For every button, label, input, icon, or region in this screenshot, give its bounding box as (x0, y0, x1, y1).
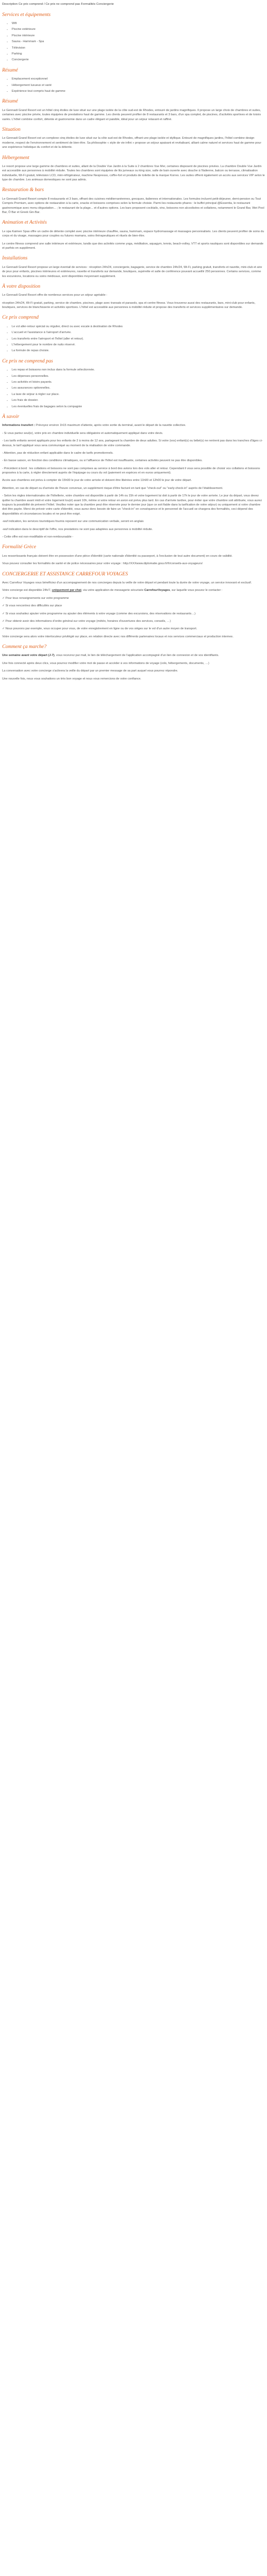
list-item: • Les transferts entre l'aéroport et l'hôtel (aller et retour). (12, 337, 265, 341)
list-item: • Parking (12, 52, 265, 56)
installations-title: Installations (2, 256, 28, 262)
savoir-paragraph: - Selon les règles internationales de l'hôtellerie, votre chambre est disponible à partir de 14h ou 15h et votre logement lui doit à partir de 17h le jour de votre arrivée. Le jour du départ, vous devez quitter la chambre avant midi et votre logement lou(é) avant 10h, même si votre retour en avion est prévu plus tard. En cas d'arrivée tardive, pour éviter que votre chambre soit attribuée, vous aurez toujours la possibilité de prévenir l'hôtel. Veuillez noter que la chambre peut être réservée pour le dernier jour (que ce soit fiable dans la tarification de votre séjour) ou uniquement si votre chambre doit être payée. Merci de prévoir votre carte d'identité, vous aurez donc besoin de faire un "check-in" en conséquence et le personnel de l'accueil se chargera des formalités, ceci dépend des disponibilités et circonstances locales et ne peut être exigé. (2, 494, 262, 516)
disposition-section (2, 284, 265, 310)
savoir-title: À savoir (2, 414, 19, 420)
comment-first-paragraph (2, 653, 265, 658)
conciergerie-check-item: ✓ Pour obtenir avoir des informations d'ordre général sur votre voyage (météo, horaires d'ouvertures des services, conseils, …) (2, 619, 171, 623)
formalite-title: Formalité Grèce (2, 544, 36, 550)
list-item: • Piscine extérieure (12, 27, 265, 31)
savoir-paragraph: - Cette offre est non-modifiable et non-remboursable - (2, 535, 74, 539)
comment-paragraph: Une fois connecté après deux clics, vous pourrez modifier votre mot de passe et accéder à vos informations de voyage (vols, hébergements, documents, …) (2, 661, 209, 665)
page-content (0, 0, 267, 690)
comment-paragraph: Une nouvelle fois, nous vous souhaitons un très bon voyage et nous vous remercions de votre confiance. (2, 677, 142, 681)
savoir-paragraph: - Précédent à bord : les collations et boissons ne sont pas comprises au service à bord des avions lors des vols aller et retour. Cependant il vous sera possible de choisir vos collations et boissons proposées à la carte, à régler directement auprès de l'équipage ou cours du vol (paiement en espèces et en euros uniquement). (2, 467, 260, 475)
hebergement-title: Hébergement (2, 155, 29, 161)
resume-highlights-title: Résumé (2, 67, 18, 73)
animation-paragraph: Le centre fitness comprend une salle intérieure et extérieure, tandis que des activités comme yoga, méditation, aquagym, tennis, beach-volley, VTT et sports nautiques sont disponibles sur demande et parfois en supplément. (2, 242, 264, 250)
installations-section (2, 256, 265, 279)
savoir-paragraph: -wuf indication, les services touristiques fournis reposent sur une communication verbale, seront en anglais (2, 520, 144, 524)
list-item: • Les repas et boissons non inclus dans la formule sélectionnée. (12, 368, 265, 372)
comment-title: Comment ça marche? (2, 644, 47, 650)
restauration-title: Restauration & bars (2, 187, 44, 193)
conciergerie-paragraph: Votre concierge sera alors votre interlocuteur privilégié sur place, en relation directe avec nos différents partenaires locaux et nos services commerciaux et production internes. (2, 635, 234, 638)
conciergerie-check-item: ✓ Pour tous renseignements sur votre programme (2, 596, 69, 600)
hebergement-section (2, 155, 265, 183)
list-item: • Wifi (12, 21, 265, 26)
animation-title: Animation et Activités (2, 220, 47, 226)
prix-comprend-list (2, 325, 265, 353)
services-section (2, 12, 265, 62)
services-list (2, 21, 265, 62)
restauration-section (2, 187, 265, 215)
text-fragment: , sur laquelle vous pouvez le contacter : (170, 589, 223, 592)
app-name: CarrefourVoyages (144, 589, 170, 592)
list-item: • Expérience tout compris haut de gamme (12, 89, 265, 93)
prix-comprend-section (2, 315, 265, 353)
formalite-link-paragraph[interactable]: Vous pouvez consulter les formalités de santé et de police nécessaires pour votre voyage : http://XXXwww.diplomatie.gouv.fr/fr/conseils-aux-voyageurs/ (2, 562, 203, 566)
savoir-paragraph: -wuf indication dans le descriptif de l'offre, nos prestations ne sont pas adaptées aux personnes à mobilité réduite. (2, 527, 153, 531)
list-item: • Les activités et loisirs payants. (12, 380, 265, 384)
list-item: • Les frais de dossier. (12, 398, 265, 402)
chat-only-text: uniquement par chat (52, 589, 82, 592)
text-fragment: , vous recevrez par mail, le lien de téléchargement de l'application accompagné d'un lien de connexion et de vos identifiants. (54, 654, 219, 658)
savoir-paragraph: Accès aux chambres est prévu à compter de 15h00 le jour de votre arrivée et doivent être libérées entre 11h00 et 12h00 le jour de votre départ. (2, 479, 192, 483)
text-fragment: Votre concierge est disponible 24h/7, (2, 589, 52, 592)
comment-section (2, 644, 265, 681)
list-item: • Conciergerie (12, 58, 265, 62)
savoir-paragraph: Attention, en cas de départ ou d'arrivée de l'heure convenue, un supplément risque d'être facturé en tant que "check-out" ou "early-check-in" auprès de l'établissement. (2, 486, 223, 490)
savoir-section (2, 414, 265, 539)
list-item: • Les éventuelles frais de bagages selon la compagnie (12, 405, 265, 409)
list-item: • Les dépenses personnelles. (12, 374, 265, 378)
resume-title: Résumé (2, 99, 18, 105)
formalite-section (2, 544, 265, 566)
list-item: • Le vol aller-retour spécial ou régulier, direct ou avec escale à destination de Rhodes (12, 325, 265, 329)
text-fragment: , via votre application de messagerie sécurisée (81, 589, 145, 592)
disposition-paragraph: réception 24h/24, Wi-Fi gratuit, parking, service de chambre, piscines, plage avec transats et parasols, spa et centre fitness. Vous trouverez aussi des restaurants, bars, mini-club pour enfants, boutiques, services de blanchisserie et activités sportives. L'hôtel est accessible aux personnes à mobilité réduite et propose des transferts et services supplémentaires sur demande. (2, 301, 256, 310)
conciergerie-contact-paragraph (2, 588, 265, 592)
situation-title: Situation (2, 127, 21, 132)
conciergerie-title: CONCIERGERIE ET ASSISTANCE CARREFOUR VOYAGES (2, 571, 128, 577)
services-title: Services et équipements (2, 12, 51, 18)
list-item: • Hébergement luxueux et varié (12, 83, 265, 88)
prix-comprend-title: Ce prix comprend (2, 315, 39, 321)
savoir-intro-text: Prévoyez environ 1h15 maximum d'attente, après votre sortie du terminal, avant le départ de la navette collective. (35, 424, 186, 428)
disposition-title: À votre disposition (2, 283, 41, 289)
resume-paragraph: Le Gennadi Grand Resort est un hôtel cinq étoiles de luxe situé sur une plage isolée de la côte sud-est de Rhodes, entouré de jardins magnifiques. Il propose un large choix de chambres et suites, certaines avec piscine privée, toutes équipées de prestations haut de gamme. Les clients peuvent profiter de 8 restaurants et 3 bars, d'un spa complet, de piscines, d'activités sportives et de loisirs variés. L'hôtel combine confort, détente et gastronomie dans un cadre élégant et paisible, idéal pour un séjour relaxant et raffiné. (2, 108, 261, 121)
disposition-paragraph: Le Gennadi Grand Resort offre de nombreux services pour un séjour agréable : (2, 294, 107, 297)
list-item: • Les assurances optionnelles. (12, 386, 265, 390)
animation-section (2, 220, 265, 250)
list-item: • Piscine intérieure (12, 34, 265, 38)
list-item: • L'accueil et l'assistance à l'aéroport d'arrivée. (12, 330, 265, 335)
conciergerie-check-item: ✓ Si vous souhaitez ajouter votre programme ou ajouter des éléments à votre voyage (comme des excursions, des réservations de restaurants…) (2, 612, 195, 615)
situation-paragraph: Le Gennadi Grand Resort est un complexe cinq étoiles de luxe situé sur la côte sud-est de Rhodes, offrant une plage isolée et idyllique. Entouré de magnifiques jardins, l'hôtel combine design moderne, respect de l'environnement et sentiment de bien-être. Sa philosophie « style de vie infini » propose un séjour apaisant et revitalisant, alliant calme naturel et services haut de gamme pour une expérience holistique du confort et de la détente. (2, 137, 262, 149)
savoir-paragraph: - En basse saison, en fonction des conditions climatiques, ou si l'affluence de l'hôtel est insuffisante, certaines activités peuvent ne pas être disponibles. (2, 459, 203, 463)
hebergement-paragraph: Le resort propose une large gamme de chambres et suites, allant de la Double Vue Jardin à la Suite à 2 chambres Vue Mer, certaines disposent de piscines privées. La chambre Double Vue Jardin est accessible aux personnes à mobilité réduite. Toutes les chambres sont équipées de lits jumeaux ou king size, salle de bain ouverte avec douche à l'italienne, balcon ou terrasse, climatisation individuelle, Wi-Fi gratuit, télévision LCD, mini-réfrigérateur, machine Nespresso, coffre-fort et produits de toilette de la marque Korres. Les suites offrent également un accès aux services VIP selon le type de chambre. Les animaux domestiques ne sont pas admis. (2, 164, 265, 182)
list-item: • La taxe de séjour à régler sur place. (12, 392, 265, 397)
list-item: • La formule de repas choisie. (12, 349, 265, 353)
list-item: • Emplacement exceptionnel (12, 77, 265, 81)
savoir-paragraph: - Attention, pas de réduction enfant applicable dans le cadre de tarifs promotionnels. (2, 451, 114, 455)
list-item: • Sauna - Hammam - Spa (12, 39, 265, 44)
conciergerie-paragraph: Avec Carrefour Voyages vous bénéficiez d'un accompagnement de nos concierges depuis la veille de votre départ et pendant toute la durée de votre voyage, un service innovant et exclusif. (2, 581, 252, 584)
resume-highlights-list (2, 77, 265, 93)
savoir-paragraph: - Si vous partez seul(e), votre prix en chambre individuelle sera obligatoire et automatiquement appliqué dans votre devis. (2, 431, 163, 435)
conciergerie-section (2, 572, 265, 639)
prix-ne-comprend-title: Ce prix ne comprend pas (2, 358, 53, 364)
situation-section (2, 127, 265, 150)
conciergerie-check-item: ✓ Nous pouvons par exemple, vous occuper pour vous, de votre enregistrement en ligne ou de vos sièges sur le vol d'un autre moyen de transport. (2, 627, 198, 631)
comment-paragraph: La conversation avec votre concierge s'activera la veille du départ par un premier message de sa part auquel vous pourrez répondre. (2, 669, 178, 673)
prix-ne-comprend-section (2, 359, 265, 409)
animation-paragraph: Le spa Kaimen Spas offre un cadre de détente complet avec piscine intérieure chauffée, sauna, hammam, espace hydromassage et massages personnalisés. Les clients peuvent profiter de soins du corps et du visage, massages pour couples ou futures mamans, soins thérapeutiques et rituels de bien-être. (2, 230, 264, 238)
timing-text: Une semaine avant votre départ (J-7) (2, 654, 54, 658)
resume-highlights-section (2, 68, 265, 94)
installations-paragraph: Le Gennadi Grand Resort propose un large éventail de services : réception 24h/24, conciergerie, bagagerie, service de chambre 24h/24, Wi-Fi, parking gratuit, transferts et navette, mini-club et aire de jeux pour enfants, piscines intérieures et extérieures, navette et transferts sur demande, boutiques, supérette et salle de conférence pouvant accueillir 250 personnes. Certains services, comme les excursions, locations ou soins médicaux, sont disponibles moyennant supplément. (2, 265, 262, 278)
formalite-paragraph: Les ressortissants français doivent être en possession d'une pièce d'identité (carte nationale d'identité ou passeport, à l'exclusion de tout autre document) en cours de validité. (2, 554, 233, 558)
savoir-paragraph: - Les tarifs enfants seront appliqués pour les enfants de 2 à moins de 12 ans, partageant la chambre de deux adultes. Si votre (vos) enfant(s) ou bébé(s) ne rentrent pas dans les tranches d'âges ci-dessus, le tarif appliqué vous sera communiqué au moment de la réalisation de votre commande. (2, 439, 263, 447)
page-description: Description Ce prix comprend / Ce prix ne comprend pas Formalités Conciergerie (2, 3, 114, 6)
savoir-intro-label: Informations transfert : (2, 424, 35, 428)
list-item: • Télévision (12, 46, 265, 50)
prix-ne-comprend-list (2, 368, 265, 409)
restauration-paragraph: Le Gennadi Grand Resort compte 8 restaurants et 3 bars, offrant des cuisines méditerranéennes, grecques, italiennes et internationales. Les formules incluent petit-déjeuner, demi-pension ou Tout Compris Premium, avec options de restauration à la carte, snacks et boissons comprises selon la formule choisie. Parmi les restaurants phares : le buffet principal @Essentia, le restaurant gastronomique avec menu dégustation... ; le restaurant de la plage... et d'autres options. Les bars proposent cocktails, vins, boissons non alcoolisées et collations, notamment le Grand Bar, Wet Pool Bar, Ö Bar et Greek Gin-Bar. (2, 197, 264, 215)
resume-section (2, 99, 265, 122)
savoir-intro (2, 423, 265, 428)
list-item: • L'hébergement pour le nombre de nuits réservé. (12, 343, 265, 347)
conciergerie-check-item: ✓ Si vous rencontrez des difficultés sur place (2, 604, 62, 608)
